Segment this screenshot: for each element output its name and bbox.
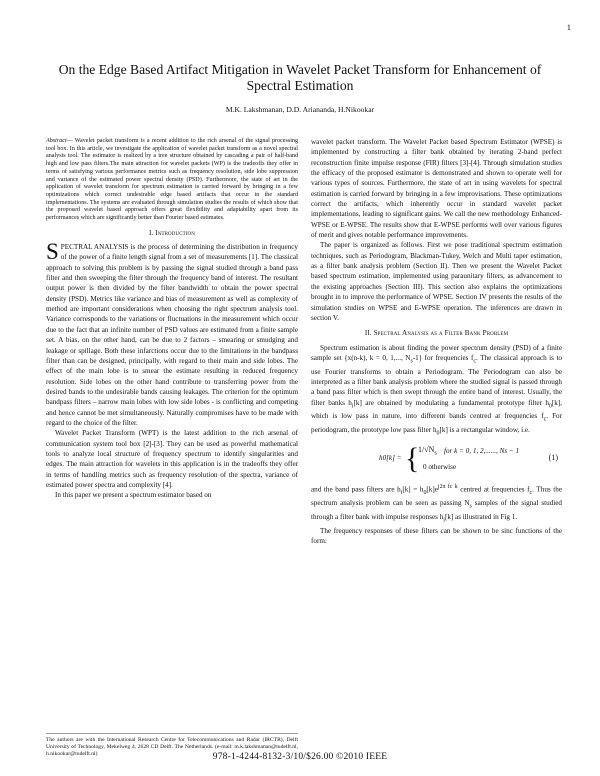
right-paragraph-5: The frequency responses of these filters can be shown to be sinc functions of the form: [311, 526, 562, 545]
right-paragraph-1: wavelet packet transform. The Wavelet Packet based Spectrum Estimator (WPSE) is implemented by constructing a filter bank obtained by iterating 2-band perfect reconstruction finite impulse response (FIR) filters [3]-[4]. Through simulation studies the efficacy of the proposed estimator is demonstrated and shown to operate well for various types of sources. Furthermore, the state of art in using wavelets for spectral estimation is carried forward by bringing in a few improvisations. These optimizations correct the artifacts, which inherently occur in standard wavelet packet implementations, leading to significant gains. We call the new methodology Enhanced-WPSE or E-WPSE. The results show that E-WPSE performs well over various figures of merit and gives notable performance improvements. [311, 138, 562, 240]
equation-lhs: h0[k] = [379, 453, 402, 462]
authors: M.K. Lakshmanan, D.D. Ariananda, H.Nikookar [225, 105, 375, 114]
intro-paragraph-2: Wavelet Packet Transform (WPT) is the latest addition to the rich arsenal of communication system tool box [2]-[3]. They can be used as powerful mathematical tools to analyze local structure of frequency spectrum to identify singularities and edges. The main attraction for wavelets in this application is in the tradeoffs they offer in terms of handling metrics such as frequency resolution of the spectra, variance of estimated power spectra and complexity [4]. [46, 429, 298, 489]
footnote: The authors are with the International Research Centre for Telecommunications and Radar (IRCTR), Delft University of Technology, Mekelweg 4, 2628 CD Delft. The Netherlands. (e-mail: m.k.lakshmanan@tudelft.nl, h.nikookar@tudelft.nl) [46, 733, 298, 758]
abstract [46, 138, 298, 223]
equation-number: (1) [548, 452, 558, 462]
section-heading-introduction: I. Introduction [149, 228, 195, 237]
section-heading-filter-bank: II. Spectral Analysis as a Filter Bank Problem [364, 329, 509, 338]
equation-case-1: for k = 0, 1, 2,......, Ns − 1 [444, 446, 520, 455]
equation-case-2: 0 otherwise [423, 462, 457, 471]
equation-brace: { [405, 441, 420, 475]
equation-1 [311, 442, 562, 478]
drop-cap: S [46, 239, 59, 265]
right-paragraph-3: Spectrum estimation is about finding the power spectrum density (PSD) of a finite sample set {x(n-k), k = 0, 1,..., $N_s-1$} for frequencies $f_c$. The classical approach is to use Fourier transforms to obtain a Periodogram. The Periodogram can also be interpreted as a filter bank analysis problem where the studied signal is passed through a band pass filter which is then swept through the entire band of interest. Usually, the filter banks $h_i[k]$ are obtained by modulating a fundamental prototype filter $h_0[k]$, which is low pass in nature, into different bands centred at frequencies $f_c$. For periodogram, the prototype low pass filter $h_0[k]$ is a rectangular window, i.e. [311, 343, 562, 437]
paper-title: On the Edge Based Artifact Mitigation in Wavelet Packet Transform for Enhancement of Spectral Estimation [58, 62, 542, 93]
page-number: 1 [566, 22, 571, 32]
intro-paragraph-1: SPECTRAL ANALYSIS is the process of determining the distribution in frequency of the power of a finite length signal from a set of measurements [1]. The classical approach to solving this problem is by passing the signal studied through a band pass filter and then sweeping the filter through the frequency band of interest. The resultant output power is then divided by the filter bandwidth to obtain the power spectral density (PSD). Metrics like variance and bias of measurement as well as complexity of method are important considerations when choosing the right spectrum analysis tool. Variance corresponds to the variations or fluctuations in the measurement which occur due to the fact that an infinite number of PSD values are estimated from a finite sample set. A bias, on the other hand, can be due to 2 factors – smearing or smudging and leakage or spillage. Both these infarctions occur due to the limitations in the bandpass filter than can be designed, principally, with regard to their main and side lobes. The effect of the main lobe is to smear the estimate resulting in reduced frequency resolution. Side lobes on the other hand contribute to transferring power from the desired bands to the undesirable bands causing leakages. The criterion for the optimum bandpass filters – narrow main lobes with low side lobes - is conflicting and competing and hence cannot be met simultaneously. Naturally compromises have to be made with regard to the choice of the filter. [46, 239, 298, 427]
abstract-label: Abstract [46, 138, 67, 144]
copyright-line: 978-1-4244-8132-3/10/$26.00 ©2010 IEEE [212, 752, 388, 762]
right-paragraph-4: and the band pass filters are $h_i[k] = h_0[k]e^{j2\pi fc k}$ centred at frequencies $f_c$. Thus the spectrum analysis problem can be seen as passing $N_s$ samples of the signal studied through a filter bank with impulse responses $h_i[k]$ as illustrated in Fig 1. [311, 483, 562, 524]
equation-sqrt: $1/√N_s$ [418, 444, 437, 457]
abstract-text: — Wavelet packet transform is a recent addition to the rich arsenal of the signal processing tool box. In this article, we investigate the application of wavelet packet transform as a novel spectral analysis tool. The estimator is realized by a tree structure obtained by cascading a pair of half-band high and low pass filters.The main attraction for wavelet packets (WP) is the tradeoffs they offer in terms of satisfying various performance metrics such as frequency resolution, side lobe suppression and variance of the estimated power spectral density (PSD). Furthermore, the state of art in the application of wavelet transform for spectrum estimation is carried forward by bringing in a few optimizations which correct undesirable edge based artifacts that occur in the standard implementations. The systems are evaluated through simulation studies the results of which show that the proposed wavelet based approach offers great flexibility and adaptability apart from its performances which are significantly better than Fourier based estimates. [46, 138, 298, 222]
intro-paragraph-3: In this paper we present a spectrum estimator based on [55, 491, 212, 500]
left-column [46, 138, 298, 501]
right-paragraph-2: The paper is organized as follows. First we pose traditional spectrum estimation techniques, such as Periodogram, Blackman-Tukey, Welch and Multi taper estimation, as a filter bank analysis problem (Section II). Then we present the Wavelet Packet based spectrum estimation, implemented using paraunitary filters, as advancement to the existing approaches (Section III). This section also explains the optimizations brought in to improve the performance of WPSE. Section IV presents the results of the simulation studies on WPSE and E-WPSE operation. The inferences are drawn in section V. [311, 241, 562, 322]
right-column [311, 137, 562, 546]
